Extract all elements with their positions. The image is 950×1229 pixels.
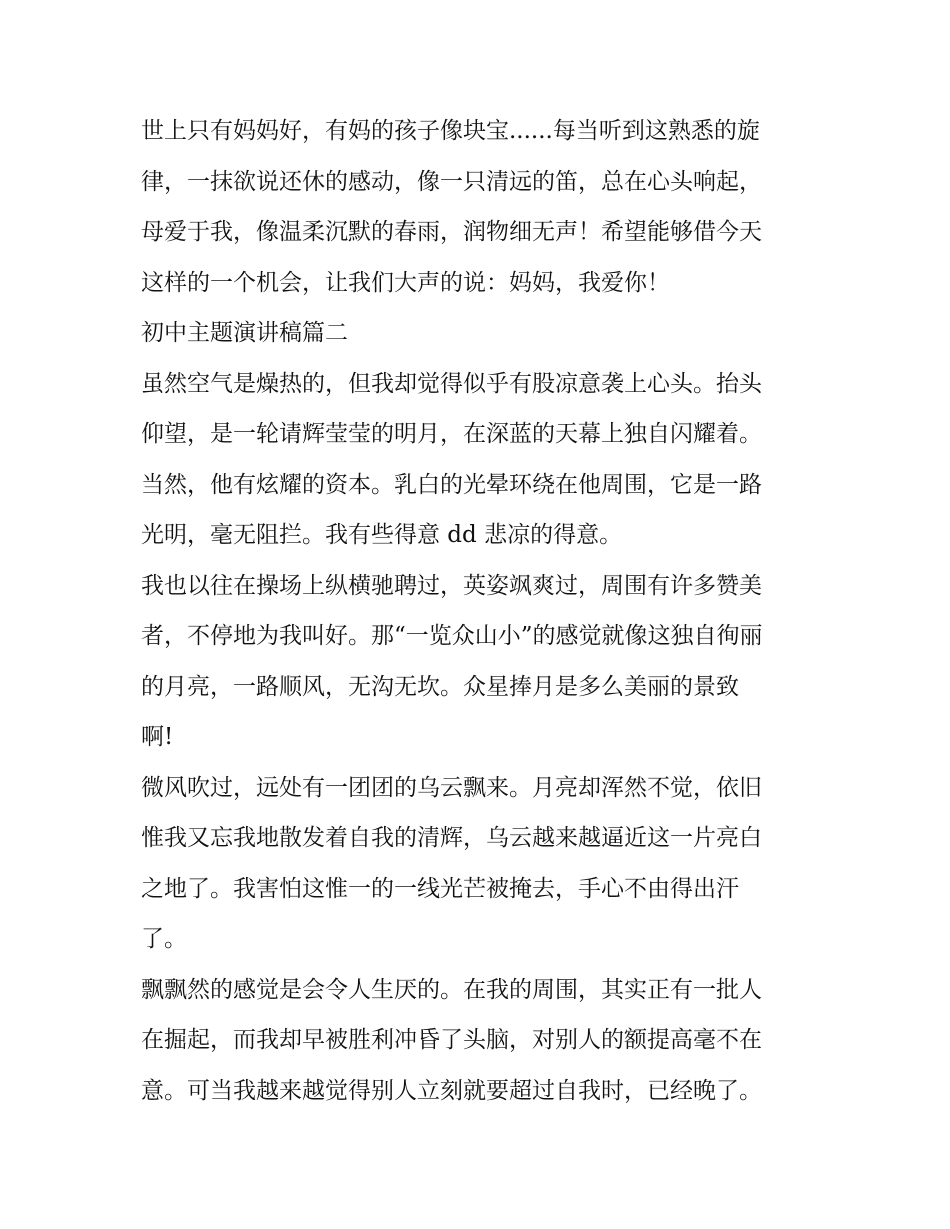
text-line: 飘飘然的感觉是会令人生厌的。在我的周围，其实正有一批人 [141,976,762,1003]
text-line: 世上只有妈妈好，有妈的孩子像块宝......每当听到这熟悉的旋 [141,118,760,144]
text-line: 虽然空气是燥热的，但我却觉得似乎有股凉意袭上心头。抬头 [141,370,762,397]
text-line: 律，一抹欲说还休的感动，像一只清远的笛，总在心头响起， [141,168,762,195]
text-line: 我也以往在操场上纵横驰聘过，英姿飒爽过，周围有许多赞美 [141,572,762,599]
text-line: 的月亮，一路顺风，无沟无坎。众星捧月是多么美丽的景致 [141,673,739,700]
text-line: 意。可当我越来越觉得别人立刻就要超过自我时，已经晚了。 [141,1077,762,1104]
text-line: 光明，毫无阻拦。我有些得意 dd 悲凉的得意。 [141,522,623,548]
text-line: 当然，他有炫耀的资本。乳白的光晕环绕在他周围，它是一路 [141,471,762,498]
section-heading: 初中主题演讲稿篇二 [141,320,348,346]
text-line: 在掘起，而我却早被胜利冲昏了头脑，对别人的额提高毫不在 [141,1027,762,1053]
text-line: 了。 [141,926,187,952]
text-line: 母爱于我，像温柔沉默的春雨，润物细无声！希望能够借今天 [141,219,762,245]
document-body [141,106,821,1116]
text-line: 啊! [141,724,174,750]
text-line: 仰望，是一轮请辉莹莹的明月，在深蓝的天幕上独自闪耀着。 [141,421,762,447]
text-line: 惟我又忘我地散发着自我的清辉，乌云越来越逼近这一片亮白 [141,825,762,851]
text-line: 之地了。我害怕这惟一的一线光芒被掩去，手心不由得出汗 [141,875,739,902]
text-line: 微风吹过，远处有一团团的乌云飘来。月亮却浑然不觉，依旧 [141,774,762,801]
text-line: 这样的一个机会，让我们大声的说：妈妈，我爱你！ [141,269,670,296]
text-line: 者，不停地为我叫好。那“一览众山小”的感觉就像这独自徇丽 [141,623,763,649]
